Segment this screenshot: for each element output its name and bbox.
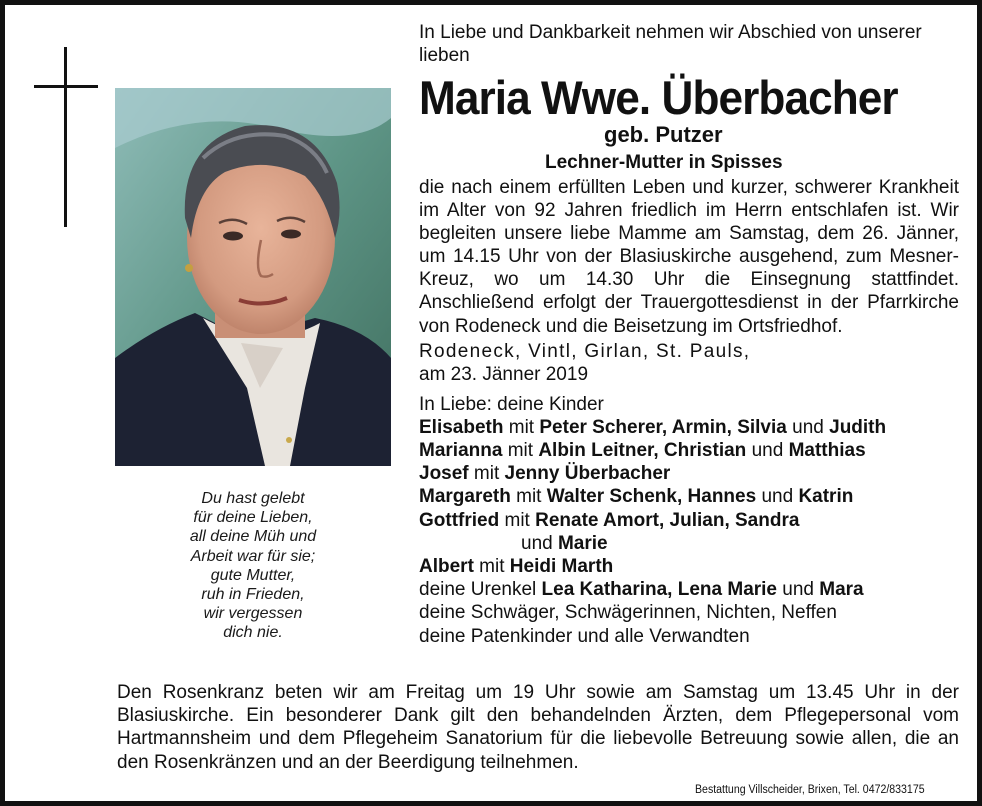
family-line: und Marie [521, 532, 608, 554]
funeral-home-credit: Bestattung Villscheider, Brixen, Tel. 0472/833175 [695, 784, 925, 796]
family-line: Marianna mit Albin Leitner, Christian und Matthias [419, 440, 866, 462]
poem-line: Arbeit war für sie; [190, 547, 316, 565]
poem-line: all deine Müh und [189, 528, 317, 546]
closing-text: Den Rosenkranz beten wir am Freitag um 19 Uhr sowie am Samstag um 13.45 Uhr in der Blasiuskirche. Ein besonderer Dank gilt den behandelnden Ärzten, dem Pflegepersonal vom Hartmannsheim und dem Pflegeheim Sanatorium für die liebevolle Betreuung sowie allen, die an den Rosenkränzen und an der Beerdigung teilnehmen. [117, 682, 959, 773]
family-line: Elisabeth mit Peter Scherer, Armin, Silvia und Judith [419, 416, 887, 438]
deceased-name: Maria Wwe. Überbacher [419, 71, 898, 124]
poem-line: wir vergessen [203, 605, 303, 623]
family-line: Albert mit Heidi Marth [419, 556, 614, 578]
poem-line: ruh in Frieden, [201, 586, 305, 604]
family-line: deine Schwäger, Schwägerinnen, Nichten, Neffen [419, 602, 837, 624]
cross-icon [64, 47, 67, 227]
family-line: Margareth mit Walter Schenk, Hannes und Katrin [419, 486, 854, 508]
family-line: Gottfried mit Renate Amort, Julian, Sandra [419, 509, 800, 531]
family-line: Josef mit Jenny Überbacher [419, 463, 671, 485]
memorial-poem [115, 489, 391, 643]
announcement-text: die nach einem erfüllten Leben und kurzer, schwerer Krankheit im Alter von 92 Jahren friedlich im Herrn entschlafen ist. Wir begleiten unsere liebe Mamme am Samstag, dem 26. Jänner, um 14.15 Uhr von der Blasiuskirche ausgehend, zum Mesner-Kreuz, wo um 14.30 Uhr die Einsegnung stattfindet. Anschließend erfolgt der Trauergottesdienst in der Pfarrkirche von Rodeneck und die Beisetzung im Ortsfriedhof. [419, 177, 959, 337]
family-line: deine Urenkel Lea Katharina, Lena Marie und Mara [419, 579, 864, 601]
family-line: deine Patenkinder und alle Verwandten [419, 625, 750, 647]
place-list: Rodeneck, Vintl, Girlan, St. Pauls, [419, 340, 751, 362]
farm-name: Lechner-Mutter in Spisses [545, 152, 783, 173]
poem-line: gute Mutter, [210, 566, 296, 584]
maiden-name: geb. Putzer [604, 122, 723, 147]
poem-line: dich nie. [223, 624, 283, 642]
family-intro: In Liebe: deine Kinder [419, 393, 604, 415]
poem-line: für deine Lieben, [193, 509, 313, 527]
intro-text: In Liebe und Dankbarkeit nehmen wir Abschied von unserer lieben [419, 22, 922, 66]
obituary-text-column [419, 21, 959, 648]
date-line: am 23. Jänner 2019 [419, 364, 589, 386]
portrait-photo [115, 88, 391, 466]
cross-icon-bar [34, 85, 98, 88]
family-list [419, 393, 959, 648]
poem-line: Du hast gelebt [201, 490, 305, 507]
